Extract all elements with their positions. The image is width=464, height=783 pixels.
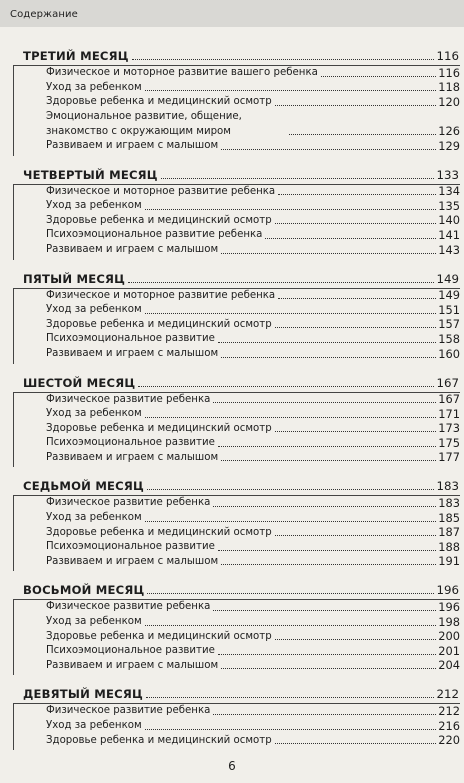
entry-page-number: 157: [438, 317, 460, 332]
toc-entry[interactable]: [14, 540, 460, 555]
toc-section: [13, 44, 460, 156]
toc-entry[interactable]: [14, 81, 460, 96]
dot-leader: [218, 654, 436, 655]
entry-page-number: 141: [438, 227, 460, 242]
entry-label: Уход за ребенком: [46, 720, 142, 731]
entry-label: Уход за ребенком: [46, 81, 142, 93]
dot-leader: [218, 550, 436, 551]
entry-page-number: 126: [438, 123, 460, 138]
toc-entry[interactable]: [14, 303, 460, 318]
dot-leader: [221, 564, 436, 565]
toc-entry[interactable]: [14, 214, 460, 229]
entry-label: Развиваем и играем с малышом: [46, 555, 219, 567]
section-page-number: 116: [436, 49, 459, 63]
section-entries: [13, 704, 460, 750]
dot-leader: [147, 593, 434, 594]
entry-label: Развиваем и играем с малышом: [46, 347, 219, 359]
entry-label: Развиваем и играем с малышом: [46, 139, 219, 151]
toc-entry[interactable]: [14, 199, 460, 214]
dot-leader: [145, 729, 437, 730]
entry-label: Психоэмоциональное развитие: [46, 333, 215, 345]
running-header-title: Содержание: [10, 9, 78, 20]
dot-leader: [275, 105, 437, 106]
section-entries: [13, 496, 460, 571]
section-heading-row[interactable]: [13, 163, 460, 185]
section-heading-row[interactable]: [13, 44, 460, 66]
dot-leader: [145, 90, 437, 91]
entry-label: Физическое развитие ребенка: [46, 705, 211, 717]
section-heading-row[interactable]: [13, 267, 460, 289]
entry-page-number: 158: [438, 331, 460, 346]
toc-entry[interactable]: [14, 318, 460, 333]
entry-label: Уход за ребенком: [46, 200, 142, 212]
entry-page-number: 120: [438, 94, 460, 109]
dot-leader: [145, 625, 437, 626]
dot-leader: [221, 357, 436, 358]
section-title: СЕДЬМОЙ МЕСЯЦ: [23, 479, 144, 494]
dot-leader: [275, 431, 437, 432]
dot-leader: [213, 610, 436, 611]
toc-entry[interactable]: [14, 422, 460, 437]
entry-page-number: 191: [438, 554, 460, 569]
section-heading-row[interactable]: [13, 474, 460, 496]
section-entries: [13, 66, 460, 156]
toc-entry[interactable]: [14, 95, 460, 110]
entry-page-number: 149: [438, 288, 460, 303]
section-title: ПЯТЫЙ МЕСЯЦ: [23, 271, 126, 286]
entry-page-number: 140: [438, 213, 460, 228]
toc-entry[interactable]: [14, 630, 460, 645]
dot-leader: [146, 697, 435, 698]
section-title: ДЕВЯТЫЙ МЕСЯЦ: [23, 687, 143, 702]
toc-entry[interactable]: [14, 555, 460, 570]
toc-entry[interactable]: [14, 347, 460, 362]
section-entries: [13, 289, 460, 364]
entry-page-number: 196: [438, 600, 460, 615]
entry-label: Физическое развитие ребенка: [46, 497, 211, 509]
entry-label: Психоэмоциональное развитие: [46, 437, 215, 449]
toc-entry[interactable]: [14, 289, 460, 304]
section-entries: [13, 185, 460, 260]
entry-page-number: 187: [438, 525, 460, 540]
toc-entry[interactable]: [14, 243, 460, 258]
section-heading-row[interactable]: [13, 682, 460, 704]
table-of-contents: [13, 44, 460, 757]
entry-label: Развиваем и играем с малышом: [46, 659, 219, 671]
toc-section: [13, 163, 460, 260]
toc-section: [13, 371, 460, 468]
entry-label: Физическое развитие ребенка: [46, 601, 211, 613]
dot-leader: [138, 386, 434, 387]
entry-label: Здоровье ребенка и медицинский осмотр: [46, 96, 272, 108]
entry-label: Здоровье ребенка и медицинский осмотр: [46, 630, 272, 642]
dot-leader: [289, 134, 436, 135]
entry-label: Физическое и моторное развитие ребенка: [46, 185, 276, 197]
dot-leader: [275, 639, 437, 640]
dot-leader: [213, 506, 436, 507]
toc-entry[interactable]: [14, 526, 460, 541]
dot-leader: [161, 178, 435, 179]
entry-page-number: 204: [438, 658, 460, 673]
entry-page-number: 129: [438, 138, 460, 153]
entry-page-number: 143: [438, 242, 460, 257]
entry-page-number: 171: [438, 406, 460, 421]
toc-entry[interactable]: [14, 451, 460, 466]
section-entries: [13, 393, 460, 468]
dot-leader: [221, 460, 436, 461]
entry-label: Психоэмоциональное развитие: [46, 541, 215, 553]
section-page-number: 133: [436, 167, 459, 182]
toc-entry[interactable]: [14, 185, 460, 200]
entry-page-number: 116: [438, 65, 460, 80]
dot-leader: [278, 298, 436, 299]
entry-page-number: 183: [438, 496, 460, 511]
entry-page-number: 160: [438, 346, 460, 361]
dot-leader: [147, 489, 434, 490]
section-entries: [13, 600, 460, 675]
entry-label: Уход за ребенком: [46, 408, 142, 420]
section-page-number: 196: [436, 583, 459, 598]
entry-label: Развиваем и играем с малышом: [46, 451, 219, 463]
toc-entry[interactable]: [14, 644, 460, 659]
dot-leader: [321, 76, 436, 77]
section-page-number: 183: [436, 479, 459, 494]
entry-label: Физическое и моторное развитие вашего ребенка: [46, 67, 318, 78]
dot-leader: [145, 313, 437, 314]
section-title: ШЕСТОЙ МЕСЯЦ: [23, 375, 136, 390]
dot-leader: [275, 327, 437, 328]
dot-leader: [213, 714, 436, 715]
entry-page-number: 200: [438, 629, 460, 644]
toc-section: [13, 267, 460, 364]
entry-page-number: 198: [438, 614, 460, 629]
entry-label: Эмоциональное развитие, общение, знакомство с окружающим миром: [46, 111, 242, 137]
dot-leader: [221, 253, 436, 254]
toc-entry[interactable]: [14, 511, 460, 526]
toc-entry[interactable]: [14, 600, 460, 615]
dot-leader: [275, 535, 437, 536]
toc-entry[interactable]: [14, 704, 460, 719]
toc-entry[interactable]: [14, 734, 460, 749]
entry-page-number: 177: [438, 450, 460, 465]
toc-entry[interactable]: [14, 407, 460, 422]
entry-label: Уход за ребенком: [46, 616, 142, 628]
dot-leader: [275, 223, 437, 224]
toc-entry[interactable]: [14, 615, 460, 630]
section-title: ЧЕТВЕРТЫЙ МЕСЯЦ: [23, 167, 158, 182]
toc-entry[interactable]: [14, 393, 460, 408]
dot-leader: [278, 194, 436, 195]
entry-label: Физическое развитие ребенка: [46, 393, 211, 405]
entry-label: Физическое и моторное развитие ребенка: [46, 289, 276, 301]
entry-page-number: 185: [438, 510, 460, 525]
section-page-number: 167: [436, 375, 459, 390]
toc-entry[interactable]: [14, 659, 460, 674]
toc-section: [13, 474, 460, 571]
entry-page-number: 216: [438, 718, 460, 733]
dot-leader: [128, 282, 434, 283]
dot-leader: [218, 446, 436, 447]
section-page-number: 149: [436, 271, 459, 286]
entry-label: Здоровье ребенка и медицинский осмотр: [46, 526, 272, 538]
dot-leader: [218, 342, 436, 343]
entry-label: Психоэмоциональное развитие ребенка: [46, 229, 263, 241]
dot-leader: [145, 209, 437, 210]
entry-page-number: 212: [438, 704, 460, 718]
toc-entry[interactable]: [14, 719, 460, 734]
entry-label: Здоровье ребенка и медицинский осмотр: [46, 734, 272, 746]
toc-entry[interactable]: [14, 228, 460, 243]
entry-label: Развиваем и играем с малышом: [46, 243, 219, 255]
entry-label: Здоровье ребенка и медицинский осмотр: [46, 422, 272, 434]
toc-section: [13, 578, 460, 675]
entry-page-number: 188: [438, 539, 460, 554]
toc-entry[interactable]: [14, 66, 460, 81]
entry-label: Здоровье ребенка и медицинский осмотр: [46, 214, 272, 226]
dot-leader: [213, 402, 436, 403]
toc-section: [13, 682, 460, 750]
toc-entry[interactable]: [14, 496, 460, 511]
dot-leader: [221, 149, 436, 150]
toc-entry[interactable]: [14, 110, 460, 139]
entry-page-number: 134: [438, 184, 460, 199]
entry-page-number: 173: [438, 421, 460, 436]
dot-leader: [265, 238, 436, 239]
entry-label: Уход за ребенком: [46, 512, 142, 524]
toc-entry[interactable]: [14, 332, 460, 347]
entry-page-number: 220: [438, 733, 460, 748]
entry-label: Уход за ребенком: [46, 304, 142, 316]
entry-page-number: 167: [438, 392, 460, 407]
section-heading-row[interactable]: [13, 578, 460, 600]
dot-leader: [221, 668, 436, 669]
toc-entry[interactable]: [14, 139, 460, 154]
page-number: 6: [228, 759, 236, 773]
entry-label: Психоэмоциональное развитие: [46, 645, 215, 657]
entry-page-number: 135: [438, 198, 460, 213]
toc-entry[interactable]: [14, 436, 460, 451]
entry-page-number: 118: [438, 80, 460, 95]
entry-page-number: 201: [438, 643, 460, 658]
entry-page-number: 151: [438, 302, 460, 317]
section-heading-row[interactable]: [13, 371, 460, 393]
section-page-number: 212: [436, 687, 459, 702]
entry-page-number: 175: [438, 435, 460, 450]
dot-leader: [145, 417, 437, 418]
dot-leader: [145, 521, 437, 522]
section-title: ТРЕТИЙ МЕСЯЦ: [23, 49, 129, 63]
dot-leader: [132, 59, 435, 60]
entry-label: Здоровье ребенка и медицинский осмотр: [46, 318, 272, 330]
section-title: ВОСЬМОЙ МЕСЯЦ: [23, 583, 145, 598]
dot-leader: [275, 743, 437, 744]
